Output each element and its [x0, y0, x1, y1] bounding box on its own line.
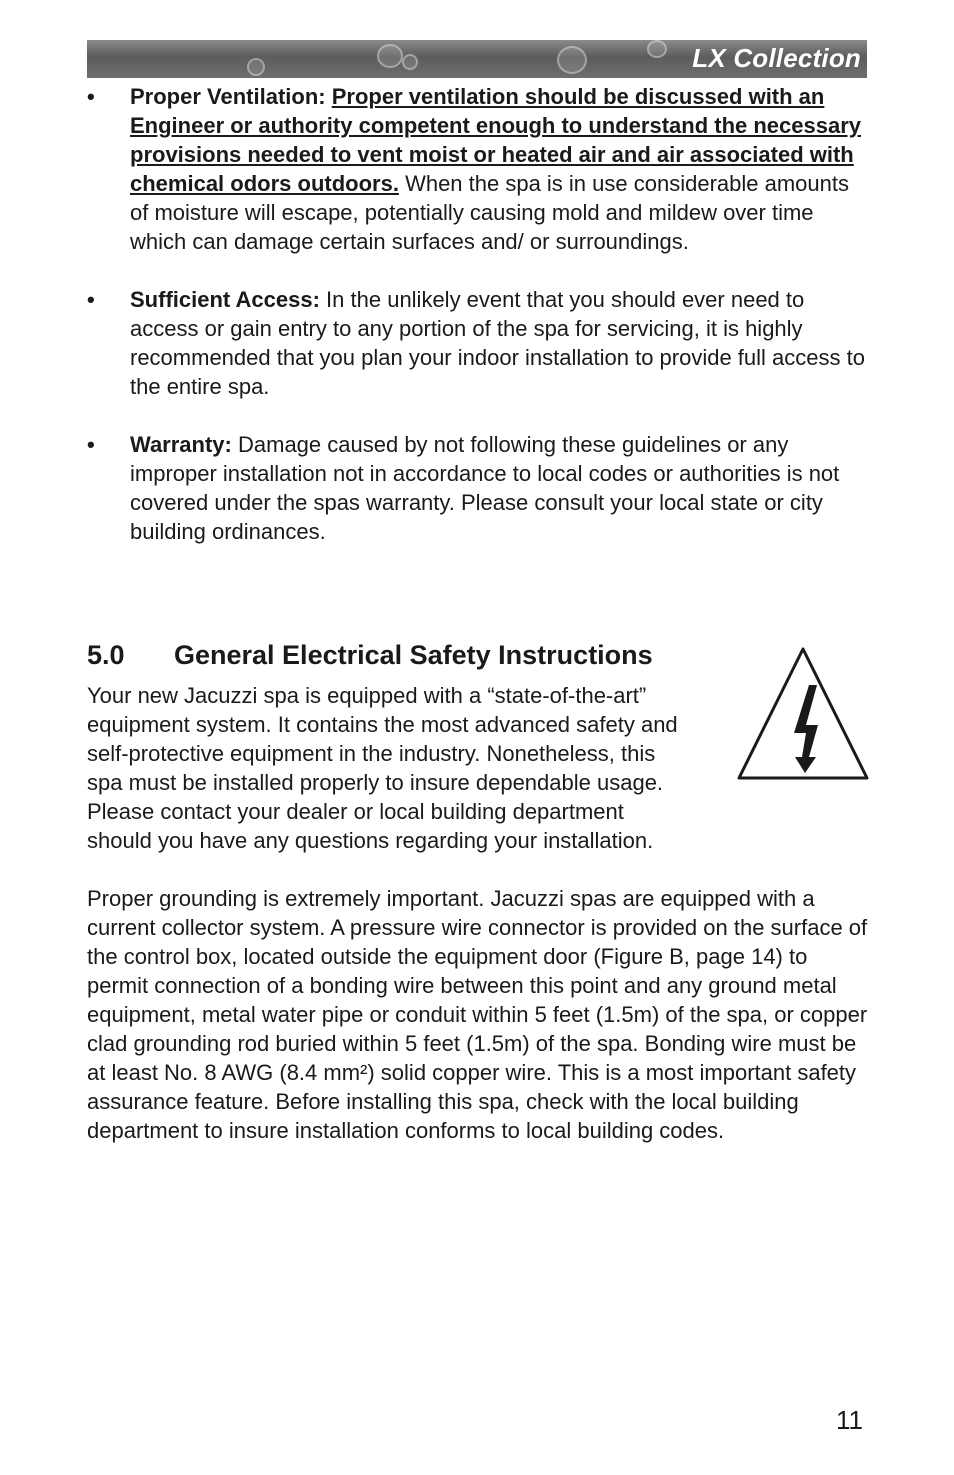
- guidelines-list: [87, 82, 872, 546]
- ventilation-label: Proper Ventilation:: [130, 84, 326, 109]
- page-number: 11: [836, 1405, 863, 1435]
- bubble-decoration: [247, 58, 265, 76]
- ventilation-text: When the spa is in use considerable amounts of moisture will escape, potentially causing mold and mildew over time which can damage certain surfaces and/ or surroundings.: [130, 171, 849, 254]
- section-number: 5.0: [87, 640, 125, 670]
- bubble-decoration: [647, 40, 667, 58]
- grounding-paragraph: Proper grounding is extremely important. Jacuzzi spas are equipped with a current collector system. A pressure wire connector is provided on the surface of the control box, located outside the equipment door (Figure B, page 14) to permit connection of a bonding wire between this point and any ground metal equipment, metal water pipe or conduit within 5 feet (1.5m) of the spa, or copper clad grounding rod buried within 5 feet (1.5m) of the spa. Bonding wire must be at least No. 8 AWG (8.4 mm²) solid copper wire. This is a most important safety assurance feature. Before installing this spa, check with the local building department to insure installation conforms to local building codes.: [87, 886, 868, 1143]
- header-banner: [87, 40, 867, 78]
- section-title: General Electrical Safety Instructions: [174, 640, 653, 670]
- ventilation-warning: Proper ventilation should be discussed with an Engineer or authority competent enough to understand the necessary provisions needed to vent moist or heated air and air associated with chemical odors outdoors.: [130, 84, 862, 196]
- bullet-icon: •: [87, 287, 95, 312]
- warranty-label: Warranty:: [130, 432, 232, 457]
- warranty-text: Damage caused by not following these guidelines or any improper installation not in accordance to local codes or authorities is not covered under the spas warranty. Please consult your local state or city building ordinances.: [130, 432, 840, 544]
- icon-spacer: [687, 675, 872, 800]
- bubble-decoration: [557, 46, 587, 74]
- access-text: In the unlikely event that you should ever need to access or gain entry to any portion of the spa for servicing, it is highly recommended that you plan your indoor installation to provide full access to the entire spa.: [130, 287, 865, 399]
- list-item-warranty: [87, 430, 872, 546]
- list-item-access: [87, 285, 872, 401]
- bubble-decoration: [377, 44, 403, 68]
- bubble-decoration: [402, 54, 418, 70]
- section-heading: [87, 640, 653, 671]
- intro-paragraph: [87, 681, 872, 855]
- bullet-icon: •: [87, 84, 95, 109]
- bullet-icon: •: [87, 432, 95, 457]
- collection-title: LX Collection: [692, 43, 861, 73]
- list-item-ventilation: [87, 82, 872, 256]
- access-label: Sufficient Access:: [130, 287, 320, 312]
- intro-text: Your new Jacuzzi spa is equipped with a “state-of-the-art” equipment system. It contains the most advanced safety and self-protective equipment in the industry. Nonetheless, this spa must be installed properly to insure dependable usage. Please contact your dealer or local building department should you have any questions regarding your installation.: [87, 683, 678, 853]
